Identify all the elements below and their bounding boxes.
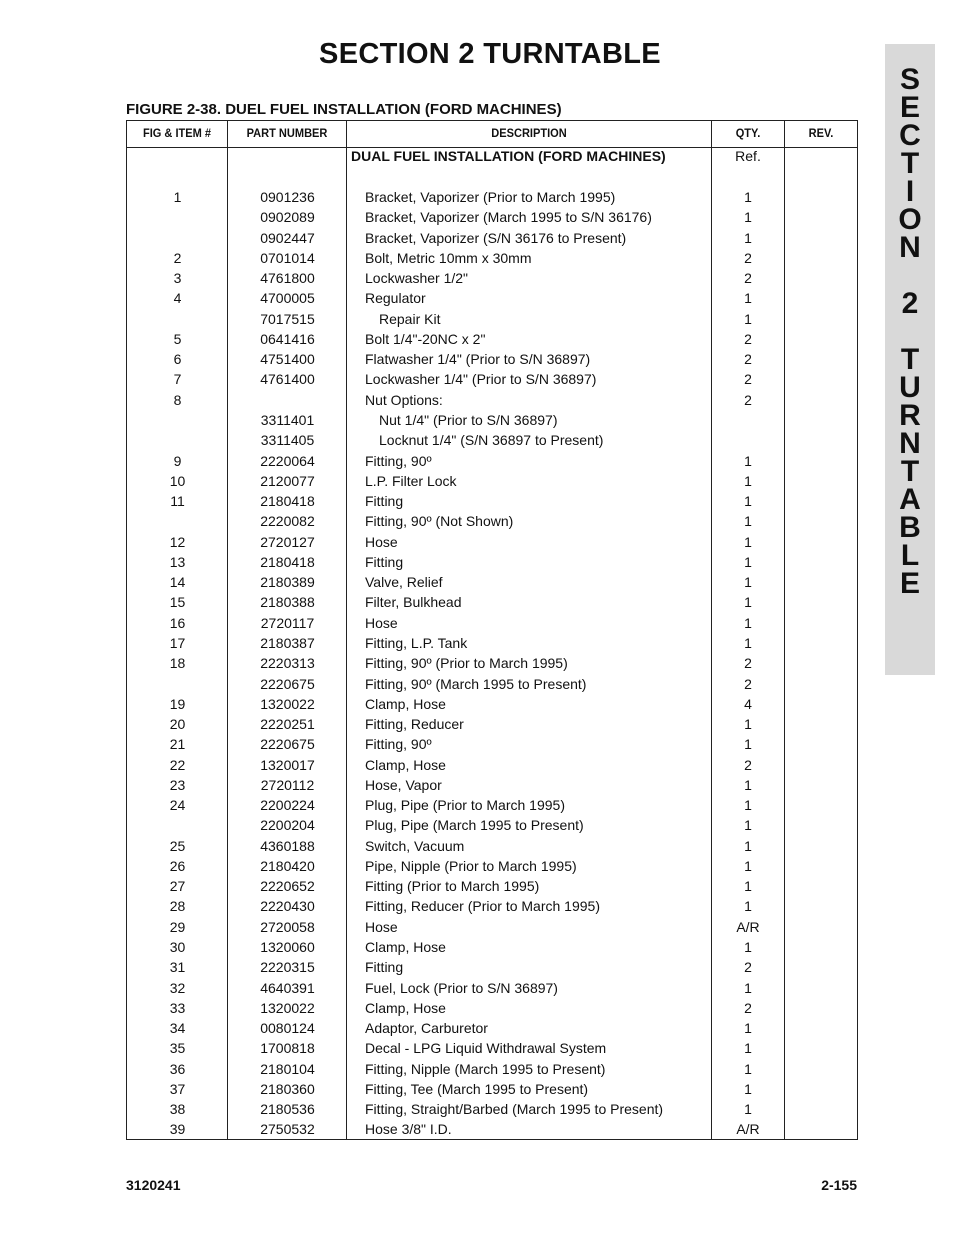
table-row — [127, 1079, 857, 1099]
part-number-cell: 1700818 — [260, 1040, 315, 1057]
description-cell: Lockwasher 1/4" (Prior to S/N 36897) — [365, 371, 597, 388]
qty-cell: 1 — [744, 574, 752, 591]
description-cell: Clamp, Hose — [365, 939, 446, 955]
table-row — [127, 1099, 857, 1119]
table-row — [127, 309, 857, 329]
fig-item-cell: 22 — [169, 756, 186, 773]
header-rev: REV. — [808, 126, 834, 140]
side-tab — [885, 44, 935, 675]
part-number-cell: 2220675 — [260, 736, 315, 753]
part-number-cell: 2220082 — [260, 513, 315, 530]
part-number-cell: 1320022 — [260, 999, 315, 1016]
part-number-cell: 0901236 — [260, 189, 315, 205]
table-row — [127, 978, 857, 998]
table-row — [127, 633, 857, 653]
description-cell: Fitting — [365, 493, 404, 510]
part-number-cell: 2720127 — [260, 533, 315, 550]
side-tab-letter: N — [899, 231, 921, 264]
part-number-cell: 2180389 — [260, 574, 315, 591]
table-row — [127, 207, 857, 227]
part-number-cell: 2200204 — [260, 817, 315, 834]
description-cell: Fitting — [365, 553, 404, 570]
table-row — [127, 511, 857, 531]
qty-cell: 2 — [744, 351, 752, 368]
side-tab-letter: U — [899, 371, 921, 404]
table-row — [127, 572, 857, 592]
table-row — [127, 876, 857, 896]
qty-cell: 4 — [744, 695, 752, 712]
fig-item-cell: 5 — [173, 330, 182, 347]
part-number-cell: 2180387 — [260, 634, 315, 651]
part-number-cell: 2220315 — [260, 959, 315, 976]
description-cell: Fitting, 90º (March 1995 to Present) — [365, 675, 587, 692]
part-number-cell: 3311405 — [260, 432, 315, 449]
table-row — [127, 957, 857, 977]
table-row — [127, 552, 857, 572]
description-cell: Plug, Pipe (Prior to March 1995) — [365, 797, 565, 814]
header-qty: QTY. — [735, 126, 761, 140]
description-cell: Hose — [365, 614, 398, 631]
part-number-cell: 4360188 — [260, 837, 315, 854]
description-cell: Valve, Relief — [365, 574, 443, 591]
part-number-cell: 2180388 — [260, 594, 315, 611]
table-row — [127, 369, 857, 389]
qty-cell: 2 — [744, 371, 752, 388]
description-cell: Nut 1/4" (Prior to S/N 36897) — [379, 412, 558, 428]
part-number-cell: 0080124 — [260, 1020, 315, 1037]
qty-cell: 2 — [744, 391, 752, 408]
table-row — [127, 471, 857, 491]
side-tab-letter: R — [899, 399, 921, 432]
qty-cell: 1 — [744, 472, 752, 489]
part-number-cell: 4640391 — [260, 979, 315, 996]
part-number-cell: 2200224 — [260, 797, 315, 814]
fig-item-cell: 34 — [169, 1020, 186, 1037]
fig-item-cell: 32 — [169, 979, 186, 996]
description-cell: Clamp, Hose — [365, 999, 446, 1016]
fig-item-cell: 29 — [169, 918, 186, 935]
table-row — [127, 674, 857, 694]
qty-cell: 1 — [744, 553, 752, 570]
part-number-cell: 4700005 — [260, 290, 315, 307]
fig-item-cell: 3 — [173, 270, 182, 287]
part-number-cell: 2220064 — [260, 452, 315, 469]
qty-cell: 1 — [744, 857, 752, 874]
part-number-cell: 2220313 — [260, 655, 315, 672]
table-row — [127, 856, 857, 876]
table-row — [127, 694, 857, 714]
part-number-cell: 2220675 — [260, 675, 315, 692]
fig-item-cell: 20 — [169, 716, 186, 732]
fig-item-cell: 23 — [169, 776, 186, 793]
part-number-cell: 4761800 — [260, 270, 315, 287]
part-number-cell: 2220430 — [260, 898, 315, 915]
table-row — [127, 937, 857, 957]
table-row — [127, 836, 857, 856]
qty-cell: A/R — [736, 918, 760, 935]
part-number-cell: 0701014 — [260, 249, 315, 266]
qty-cell: 1 — [744, 716, 752, 732]
description-cell: Locknut 1/4" (S/N 36897 to Present) — [379, 432, 604, 449]
fig-item-cell: 39 — [169, 1121, 186, 1138]
fig-item-cell: 8 — [173, 391, 182, 408]
table-row — [127, 228, 857, 248]
part-number-cell: 2180360 — [260, 1080, 315, 1097]
description-cell: Bracket, Vaporizer (March 1995 to S/N 36176) — [365, 209, 652, 226]
parts-table — [126, 120, 858, 1140]
table-row — [127, 268, 857, 288]
qty-cell: 1 — [744, 634, 752, 651]
description-cell: Hose, Vapor — [365, 776, 442, 793]
table-row — [127, 1059, 857, 1079]
fig-item-cell: 25 — [169, 837, 186, 854]
description-cell: Filter, Bulkhead — [365, 594, 462, 611]
part-number-cell: 1320060 — [260, 939, 315, 955]
description-cell: Fitting — [365, 959, 404, 976]
description-cell: Plug, Pipe (March 1995 to Present) — [365, 817, 584, 834]
part-number-cell: 2720117 — [260, 614, 315, 631]
side-tab-letter: B — [899, 511, 921, 544]
table-row — [127, 532, 857, 552]
qty-cell: 1 — [744, 594, 752, 611]
description-cell: Bracket, Vaporizer (Prior to March 1995) — [365, 189, 616, 205]
part-number-cell: 2180418 — [260, 493, 315, 510]
fig-item-cell: 4 — [173, 290, 182, 307]
table-row — [127, 410, 857, 430]
description-cell: Fitting (Prior to March 1995) — [365, 878, 540, 895]
part-number-cell: 1320022 — [260, 695, 315, 712]
header-part-number: PART NUMBER — [246, 126, 328, 140]
description-cell: Fitting, 90º — [365, 736, 432, 753]
fig-item-cell: 28 — [169, 898, 186, 915]
qty-cell: 1 — [744, 878, 752, 895]
description-cell: Fuel, Lock (Prior to S/N 36897) — [365, 979, 558, 996]
qty-cell: 1 — [744, 290, 752, 307]
qty-cell: 1 — [744, 898, 752, 915]
description-cell: DUAL FUEL INSTALLATION (FORD MACHINES) — [351, 148, 666, 164]
part-number-cell: 3311401 — [260, 412, 315, 428]
description-cell: Clamp, Hose — [365, 756, 446, 773]
fig-item-cell: 13 — [169, 553, 186, 570]
part-number-cell: 2720058 — [260, 918, 315, 935]
description-cell: Hose — [365, 918, 398, 935]
table-row — [127, 288, 857, 308]
qty-cell: 1 — [744, 1080, 752, 1097]
fig-item-cell: 12 — [169, 533, 186, 550]
description-cell: Lockwasher 1/2" — [365, 270, 469, 287]
fig-item-cell: 14 — [169, 574, 186, 591]
qty-cell: 1 — [744, 797, 752, 814]
table-row — [127, 613, 857, 633]
qty-cell: 2 — [744, 330, 752, 347]
description-cell: Clamp, Hose — [365, 695, 446, 712]
qty-cell: 1 — [744, 452, 752, 469]
fig-item-cell: 9 — [173, 452, 182, 469]
description-cell: Decal - LPG Liquid Withdrawal System — [365, 1040, 607, 1057]
table-row — [127, 755, 857, 775]
description-cell: Adaptor, Carburetor — [365, 1020, 488, 1037]
part-number-cell: 1320017 — [260, 756, 315, 773]
table-row — [127, 795, 857, 815]
table-row — [127, 329, 857, 349]
description-cell: Flatwasher 1/4" (Prior to S/N 36897) — [365, 351, 591, 368]
table-row — [127, 592, 857, 612]
qty-cell: 1 — [744, 614, 752, 631]
description-cell: Fitting, 90º — [365, 452, 432, 469]
qty-cell: 2 — [744, 270, 752, 287]
description-cell: Bolt 1/4"-20NC x 2" — [365, 330, 486, 347]
description-cell: Hose 3/8" I.D. — [365, 1121, 452, 1138]
side-tab-letter: 2 — [901, 287, 919, 320]
fig-item-cell: 38 — [169, 1101, 186, 1118]
table-row — [127, 896, 857, 916]
side-tab-letter: O — [898, 203, 922, 236]
qty-cell: 1 — [744, 736, 752, 753]
fig-item-cell: 18 — [169, 655, 186, 672]
side-tab-letter: T — [900, 343, 920, 376]
qty-cell: 1 — [744, 776, 752, 793]
table-row — [127, 998, 857, 1018]
footer-page-number: 2-155 — [821, 1177, 857, 1193]
table-row — [127, 734, 857, 754]
table-row — [127, 917, 857, 937]
side-tab-letter: S — [899, 63, 920, 96]
part-number-cell: 2120077 — [260, 472, 315, 489]
qty-cell: 2 — [744, 249, 752, 266]
qty-cell: 2 — [744, 756, 752, 773]
qty-cell: 2 — [744, 675, 752, 692]
qty-cell: 1 — [744, 817, 752, 834]
fig-item-cell: 30 — [169, 939, 186, 955]
table-row — [127, 815, 857, 835]
fig-item-cell: 24 — [169, 797, 186, 814]
side-tab-letter: L — [900, 539, 920, 572]
fig-item-cell: 10 — [169, 472, 186, 489]
side-tab-letter: E — [899, 567, 920, 600]
part-number-cell: 2750532 — [260, 1121, 315, 1138]
qty-cell: 1 — [744, 1060, 752, 1077]
description-cell: Bracket, Vaporizer (S/N 36176 to Present) — [365, 229, 627, 246]
table-row — [127, 1038, 857, 1058]
fig-item-cell: 19 — [169, 695, 186, 712]
side-tab-letter: C — [899, 119, 921, 152]
fig-item-cell: 21 — [169, 736, 186, 753]
section-title: SECTION 2 TURNTABLE — [319, 38, 661, 70]
description-cell: Fitting, 90º (Prior to March 1995) — [365, 655, 568, 672]
side-tab-letter: E — [899, 91, 920, 124]
part-number-cell: 2180418 — [260, 553, 315, 570]
description-cell: L.P. Filter Lock — [365, 472, 457, 489]
part-number-cell: 2220652 — [260, 878, 315, 895]
qty-cell: 1 — [744, 533, 752, 550]
part-number-cell: 2180420 — [260, 857, 315, 874]
qty-cell: Ref. — [735, 148, 761, 164]
fig-item-cell: 33 — [169, 999, 186, 1016]
table-row — [127, 430, 857, 450]
table-row — [127, 451, 857, 471]
part-number-cell: 2180536 — [260, 1101, 315, 1118]
fig-item-cell: 26 — [169, 857, 186, 874]
qty-cell: 1 — [744, 513, 752, 530]
qty-cell: 1 — [744, 939, 752, 955]
side-tab-letter: T — [900, 455, 920, 488]
fig-item-cell: 11 — [170, 493, 185, 510]
description-cell: Fitting, 90º (Not Shown) — [365, 513, 514, 530]
fig-item-cell: 35 — [169, 1040, 186, 1057]
qty-cell: 1 — [744, 1020, 752, 1037]
part-number-cell: 2220251 — [260, 716, 315, 732]
table-row — [127, 491, 857, 511]
qty-cell: 1 — [744, 229, 752, 246]
fig-item-cell: 17 — [169, 634, 186, 651]
qty-cell: 2 — [744, 959, 752, 976]
fig-item-cell: 37 — [169, 1080, 186, 1097]
fig-item-cell: 31 — [169, 959, 186, 976]
table-row — [127, 1119, 857, 1139]
table-row — [127, 390, 857, 410]
table-row — [127, 714, 857, 734]
qty-cell: 2 — [744, 999, 752, 1016]
description-cell: Fitting, Nipple (March 1995 to Present) — [365, 1060, 606, 1077]
part-number-cell: 0902089 — [260, 209, 315, 226]
part-number-cell: 4761400 — [260, 371, 315, 388]
fig-item-cell: 2 — [173, 249, 182, 266]
description-cell: Regulator — [365, 290, 426, 307]
fig-item-cell: 27 — [169, 878, 186, 895]
qty-cell: 1 — [744, 493, 752, 510]
description-cell: Fitting, Tee (March 1995 to Present) — [365, 1080, 589, 1097]
qty-cell: 1 — [744, 1101, 752, 1118]
table-row — [127, 775, 857, 795]
side-tab-letter: I — [905, 175, 915, 208]
footer-doc-number: 3120241 — [126, 1177, 181, 1193]
description-cell: Bolt, Metric 10mm x 30mm — [365, 249, 532, 266]
fig-item-cell: 6 — [173, 351, 182, 368]
description-cell: Repair Kit — [379, 310, 441, 327]
qty-cell: 1 — [744, 837, 752, 854]
table-row — [127, 349, 857, 369]
table-row — [127, 146, 857, 166]
description-cell: Fitting, Straight/Barbed (March 1995 to Present) — [365, 1101, 664, 1118]
qty-cell: 1 — [744, 979, 752, 996]
fig-item-cell: 1 — [173, 189, 182, 205]
description-cell: Hose — [365, 533, 398, 550]
part-number-cell: 4751400 — [260, 351, 315, 368]
description-cell: Nut Options: — [365, 391, 443, 408]
description-cell: Fitting, Reducer (Prior to March 1995) — [365, 898, 600, 915]
side-tab-letter: T — [900, 147, 920, 180]
header-fig-item: FIG & ITEM # — [142, 126, 212, 140]
qty-cell: 1 — [744, 189, 752, 205]
part-number-cell: 7017515 — [260, 310, 315, 327]
qty-cell: 1 — [744, 209, 752, 226]
part-number-cell: 0902447 — [260, 229, 315, 246]
fig-item-cell: 7 — [173, 371, 182, 388]
fig-item-cell: 16 — [169, 614, 186, 631]
part-number-cell: 0641416 — [260, 330, 315, 347]
description-cell: Switch, Vacuum — [365, 837, 465, 854]
side-tab-letter: A — [899, 483, 921, 516]
table-row — [127, 1018, 857, 1038]
header-description: DESCRIPTION — [491, 126, 567, 140]
qty-cell: 2 — [744, 655, 752, 672]
fig-item-cell: 36 — [169, 1060, 186, 1077]
qty-cell: 1 — [744, 310, 752, 327]
qty-cell: A/R — [736, 1121, 760, 1138]
description-cell: Pipe, Nipple (Prior to March 1995) — [365, 857, 577, 874]
qty-cell: 1 — [744, 1040, 752, 1057]
part-number-cell: 2180104 — [260, 1060, 315, 1077]
part-number-cell: 2720112 — [260, 776, 315, 793]
fig-item-cell: 15 — [169, 594, 186, 611]
description-cell: Fitting, L.P. Tank — [365, 634, 468, 651]
figure-title: FIGURE 2-38. DUEL FUEL INSTALLATION (FORD MACHINES) — [126, 101, 562, 118]
table-row — [127, 187, 857, 207]
side-tab-letter: N — [899, 427, 921, 460]
table-row — [127, 653, 857, 673]
description-cell: Fitting, Reducer — [365, 716, 464, 732]
table-row — [127, 248, 857, 268]
